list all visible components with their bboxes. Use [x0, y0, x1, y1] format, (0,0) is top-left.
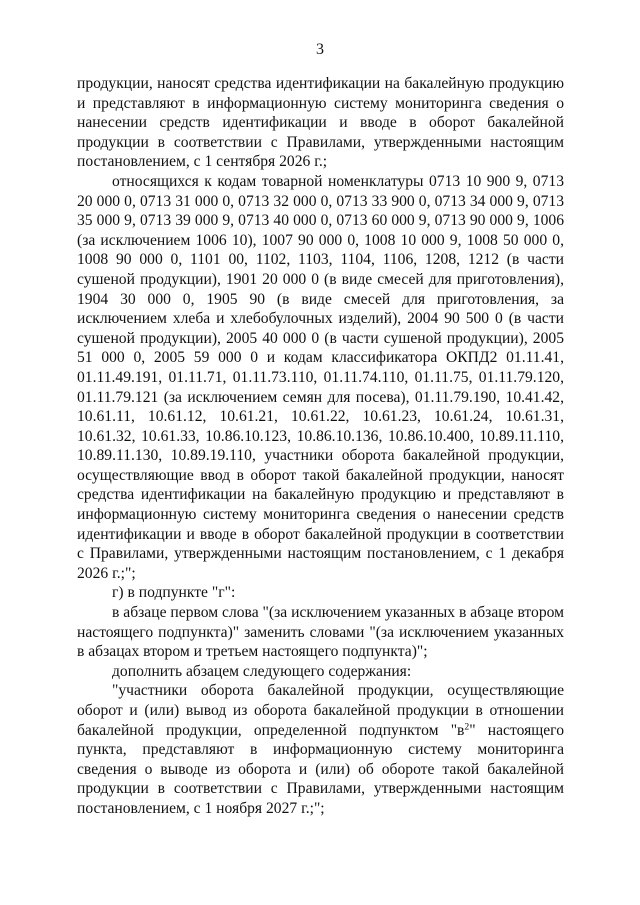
- paragraph-5: дополнить абзацем следующего содержания:: [112, 662, 412, 680]
- paragraph-6-text-after: " настоящего пункта, представляют в информационную систему мониторинга сведения о выводе из оборота и (или) об обороте такой бакалейной продукции в соответствии с Правилами, утвержденными настоящим постановлением, с 1 ноября 2027 г.;";: [77, 721, 564, 817]
- paragraph-6-superscript: 2: [464, 721, 470, 733]
- document-body: [77, 74, 564, 819]
- paragraph-4: в абзаце первом слова "(за исключением указанных в абзаце втором настоящего подпункта)" заменить словами "(за исключением указанных в абзацах втором и третьем настоящего подпункта)";: [77, 604, 564, 661]
- paragraph-6: [77, 681, 564, 818]
- paragraph-6-text-before: "участники оборота бакалейной продукции, осуществляющие оборот и (или) вывод из оборота бакалейной продукции в отношении бакалейной продукции, определенной подпунктом "в: [77, 682, 564, 739]
- page-number: 3: [316, 41, 324, 58]
- paragraph-2: относящихся к кодам товарной номенклатуры 0713 10 900 9, 0713 20 000 0, 0713 31 000 0, 0713 32 000 0, 0713 33 900 0, 0713 34 000 9, 0713 35 000 9, 0713 39 000 9, 0713 40 000 0, 0713 60 000 9, 0713 90 000 9, 1006 (за исключением 1006 10), 1007 90 000 0, 1008 10 000 9, 1008 50 000 0, 1008 90 000 0, 1101 00, 1102, 1103, 1104, 1106, 1208, 1212 (в части сушеной продукции), 1901 20 000 0 (в виде смесей для приготовления), 1904 30 000 0, 1905 90 (в виде смесей для приготовления, за исключением хлеба и хлебобулочных изделий), 2004 90 500 0 (в части сушеной продукции), 2005 40 000 0 (в части сушеной продукции), 2005 51 000 0, 2005 59 000 0 и кодам классификатора ОКПД2 01.11.41, 01.11.49.191, 01.11.71, 01.11.73.110, 01.11.74.110, 01.11.75, 01.11.79.120, 01.11.79.121 (за исключением семян для посева), 01.11.79.190, 10.41.42, 10.61.11, 10.61.12, 10.61.21, 10.61.22, 10.61.23, 10.61.24, 10.61.31, 10.61.32, 10.61.33, 10.86.10.123, 10.86.10.136, 10.86.10.400, 10.89.11.110, 10.89.11.130, 10.89.19.110, участники оборота бакалейной продукции, осуществляющие ввод в оборот такой бакалейной продукции, наносят средства идентификации на бакалейную продукцию и представляют в информационную систему мониторинга сведения о нанесении средств идентификации и вводе в оборот бакалейной продукции в соответствии с Правилами, утвержденными настоящим постановлением, с 1 декабря 2026 г.;";: [77, 172, 564, 582]
- paragraph-3: г) в подпункте "г":: [112, 584, 236, 602]
- paragraph-1: продукции, наносят средства идентификации на бакалейную продукцию и представляют в информационную систему мониторинга сведения о нанесении средств идентификации и вводе в оборот бакалейной продукции в соответствии с Правилами, утвержденными настоящим постановлением, с 1 сентября 2026 г.;: [77, 75, 564, 171]
